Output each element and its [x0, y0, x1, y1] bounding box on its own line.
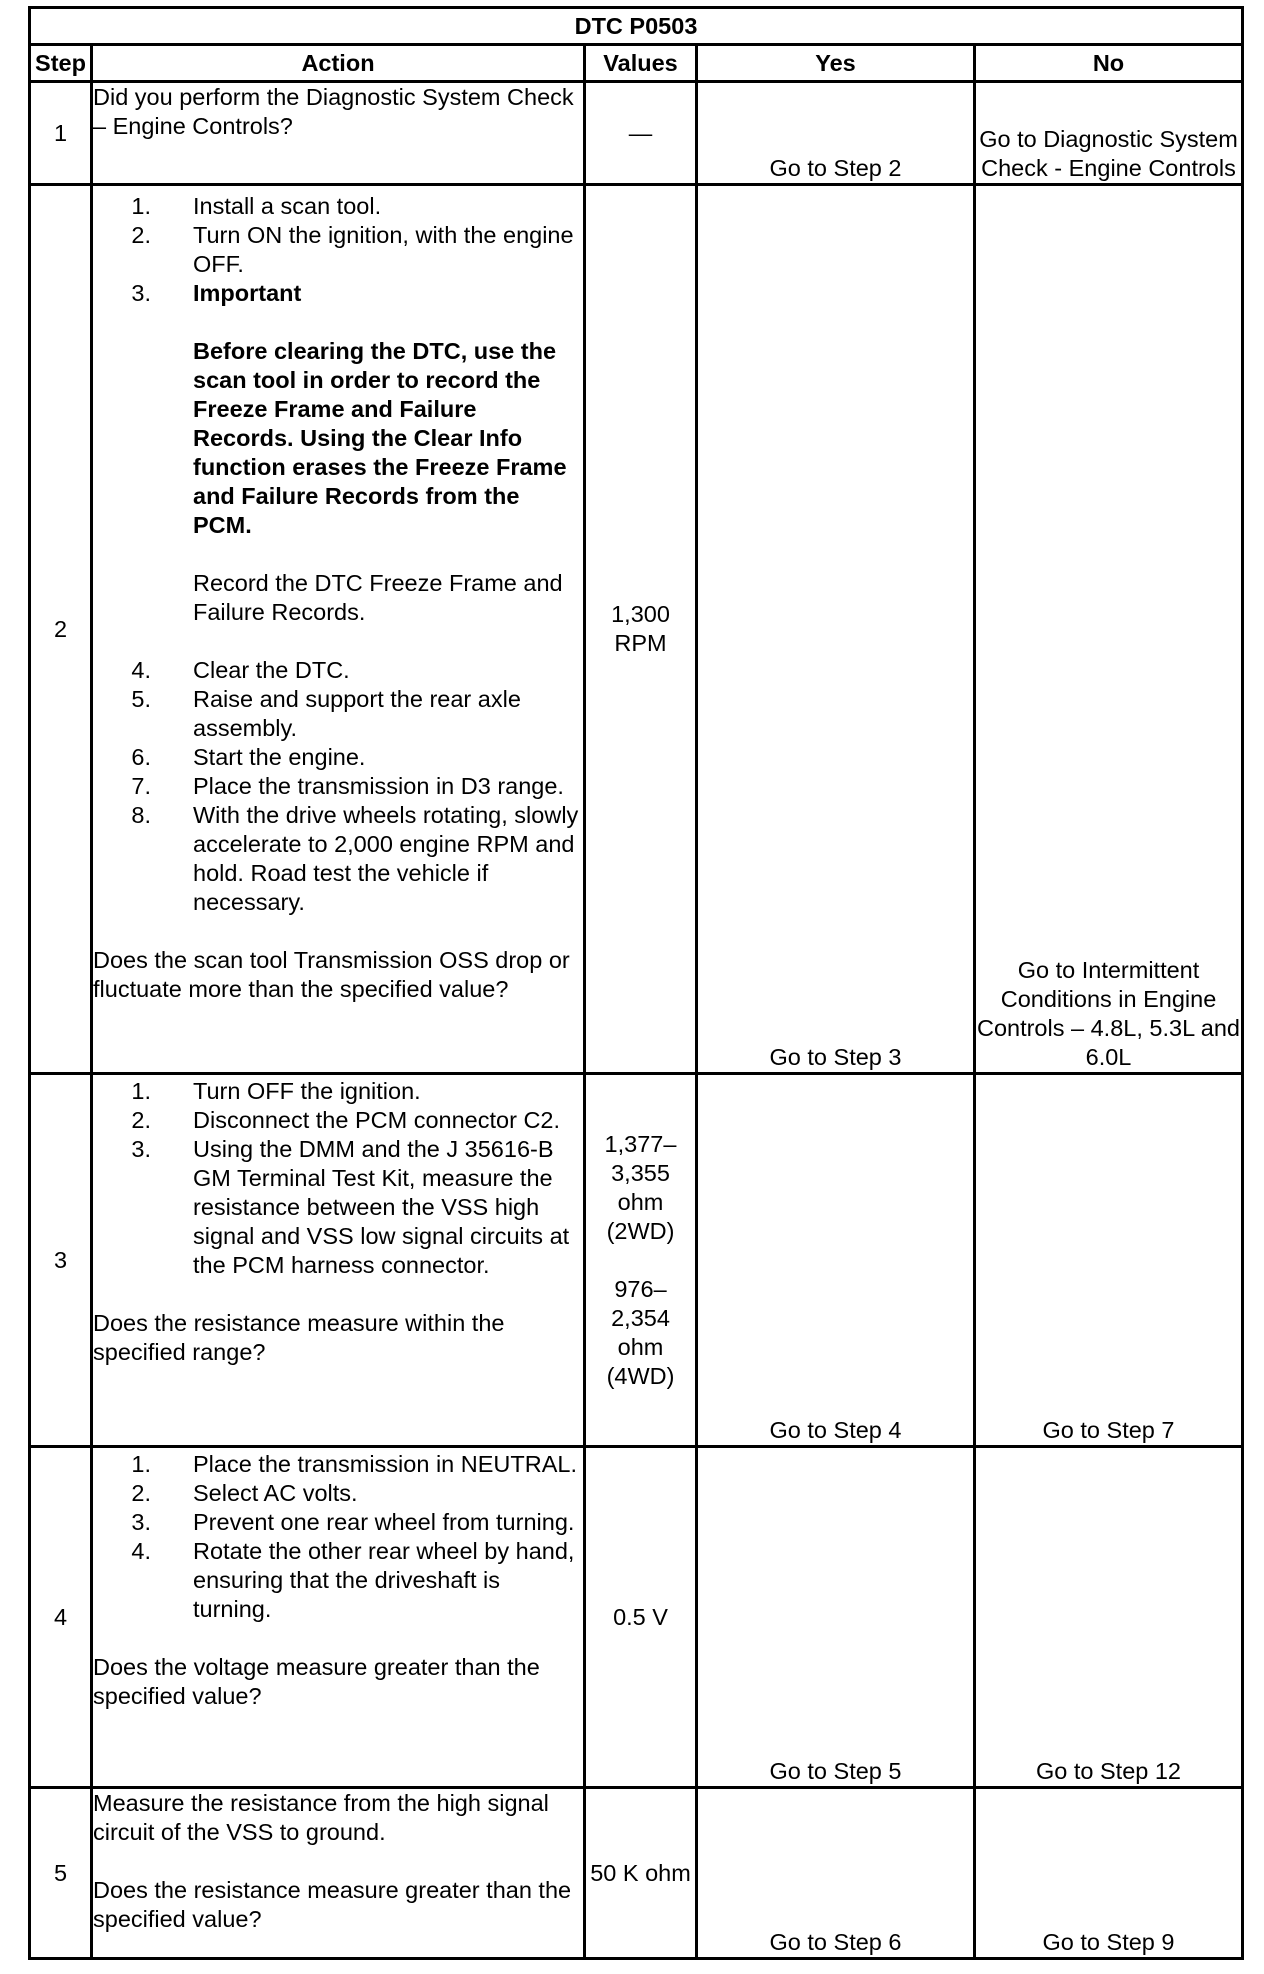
yes-cell: Go to Step 5	[697, 1447, 975, 1788]
header-action: Action	[92, 45, 585, 82]
action-cell	[92, 1447, 585, 1788]
value-cell: —	[585, 82, 697, 185]
table-row	[30, 82, 1243, 185]
no-cell: Go to Intermittent Conditions in Engine Controls – 4.8L, 5.3L and 6.0L	[975, 185, 1243, 1074]
instruction-item: 6. Start the engine.	[131, 744, 366, 770]
instruction-item: 3. Using the DMM and the J 35616-B GM Terminal Test Kit, measure the resistance between the VSS high signal and VSS low signal circuits at the PCM harness connector.	[131, 1136, 570, 1278]
action-text: Did you perform the Diagnostic System Check – Engine Controls?	[93, 84, 574, 139]
important-note: Before clearing the DTC, use the scan tool in order to record the Freeze Frame and Failure Records. Using the Clear Info function erases the Freeze Frame and Failure Records from the PCM.	[193, 338, 567, 538]
record-note: Record the DTC Freeze Frame and Failure Records.	[193, 570, 563, 625]
dtc-table	[28, 6, 1244, 1960]
no-cell: Go to Step 7	[975, 1074, 1243, 1447]
instruction-item: 8. With the drive wheels rotating, slowly accelerate to 2,000 engine RPM and hold. Road test the vehicle if necessary.	[131, 802, 579, 915]
instruction-list	[93, 656, 583, 917]
instruction-item: 2. Turn ON the ignition, with the engine OFF.	[131, 222, 574, 277]
no-cell: Go to Step 9	[975, 1788, 1243, 1959]
no-cell: Go to Diagnostic System Check - Engine Controls	[975, 82, 1243, 185]
table-title: DTC P0503	[30, 8, 1243, 45]
question-text: Does the resistance measure greater than the specified value?	[93, 1877, 572, 1932]
instruction-item: 5. Raise and support the rear axle assembly.	[131, 686, 521, 741]
action-cell	[92, 185, 585, 1074]
table-row	[30, 1788, 1243, 1959]
instruction-item: 4. Rotate the other rear wheel by hand, ensuring that the driveshaft is turning.	[131, 1538, 575, 1622]
value-cell: 1,300 RPM	[585, 185, 697, 1074]
header-no: No	[975, 45, 1243, 82]
step-number: 5	[30, 1788, 92, 1959]
instruction-item: 3. Important	[93, 279, 583, 308]
title-row	[30, 8, 1243, 45]
value-4wd: 976–2,354 ohm (4WD)	[606, 1275, 675, 1389]
action-cell	[92, 82, 585, 185]
action-cell	[92, 1788, 585, 1959]
step-number: 2	[30, 185, 92, 1074]
instruction-list	[93, 192, 583, 308]
step-number: 4	[30, 1447, 92, 1788]
no-cell: Go to Step 12	[975, 1447, 1243, 1788]
important-label: Important	[193, 280, 302, 306]
instruction-item: 7. Place the transmission in D3 range.	[131, 773, 564, 799]
question-text: Does the voltage measure greater than the specified value?	[93, 1654, 540, 1709]
yes-cell: Go to Step 4	[697, 1074, 975, 1447]
instruction-item: 3. Prevent one rear wheel from turning.	[131, 1509, 575, 1535]
header-yes: Yes	[697, 45, 975, 82]
value-cell	[585, 1074, 697, 1447]
value-cell: 0.5 V	[585, 1447, 697, 1788]
action-cell	[92, 1074, 585, 1447]
instruction-item: 2. Disconnect the PCM connector C2.	[131, 1107, 561, 1133]
value-cell: 50 K ohm	[585, 1788, 697, 1959]
instruction-list	[93, 1077, 583, 1280]
instruction-item: 1. Install a scan tool.	[131, 193, 382, 219]
header-step: Step	[30, 45, 92, 82]
instruction-item: 2. Select AC volts.	[131, 1480, 358, 1506]
table-row	[30, 1074, 1243, 1447]
step-number: 1	[30, 82, 92, 185]
yes-cell: Go to Step 6	[697, 1788, 975, 1959]
yes-cell: Go to Step 2	[697, 82, 975, 185]
header-row	[30, 45, 1243, 82]
yes-cell: Go to Step 3	[697, 185, 975, 1074]
value-2wd: 1,377–3,355 ohm (2WD)	[604, 1130, 677, 1244]
table-row	[30, 1447, 1243, 1788]
instruction-item: 4. Clear the DTC.	[131, 657, 350, 683]
instruction-item: 1. Place the transmission in NEUTRAL.	[131, 1451, 577, 1477]
action-text: Measure the resistance from the high signal circuit of the VSS to ground.	[93, 1790, 549, 1845]
step-number: 3	[30, 1074, 92, 1447]
instruction-item: 1. Turn OFF the ignition.	[131, 1078, 421, 1104]
question-text: Does the scan tool Transmission OSS drop or fluctuate more than the specified value?	[93, 947, 570, 1002]
instruction-list	[93, 1450, 583, 1624]
question-text: Does the resistance measure within the specified range?	[93, 1310, 505, 1365]
header-values: Values	[585, 45, 697, 82]
table-row	[30, 185, 1243, 1074]
